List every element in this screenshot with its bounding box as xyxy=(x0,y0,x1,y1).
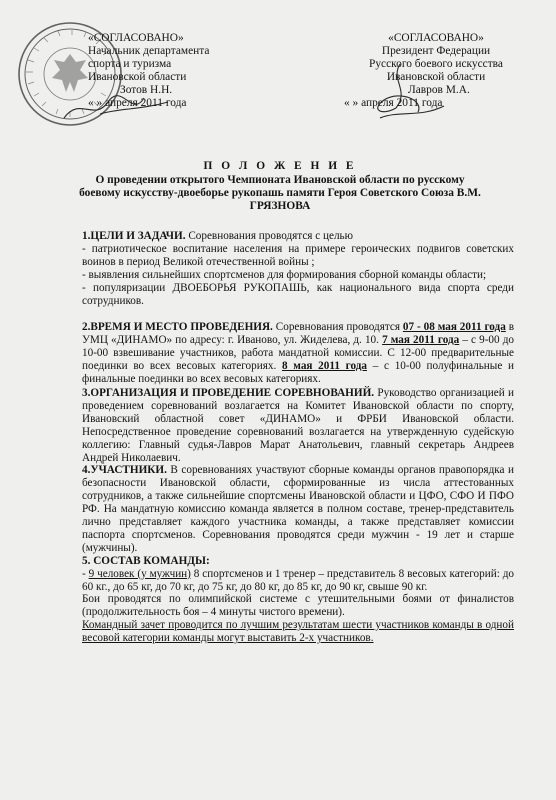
document-subtitle xyxy=(60,174,500,213)
section-heading: 2.ВРЕМЯ И МЕСТО ПРОВЕДЕНИЯ. xyxy=(82,321,273,334)
section-5-paragraph: Бои проводятся по олимпийской системе с утешительными боями от финалистов (продолжительность боя – 4 минуты чистого времени). xyxy=(82,593,514,619)
section-3 xyxy=(82,387,514,464)
approval-heading: «СОГЛАСОВАНО» xyxy=(88,32,184,44)
event-date: 7 мая 2011 года xyxy=(382,334,460,347)
section-text: - xyxy=(82,567,89,580)
document-title: П О Л О Ж Е Н И Е xyxy=(203,160,357,172)
section-text: Соревнования проводятся xyxy=(272,321,403,334)
approval-signer: Лавров М.А. xyxy=(408,84,470,96)
section-1 xyxy=(82,230,514,243)
section-text: Соревнования проводятся с целью xyxy=(185,230,353,242)
event-date: 8 мая 2011 года xyxy=(281,360,367,373)
approval-position: Ивановской области xyxy=(88,71,187,83)
section-text: в УМЦ «ДИНАМО» по адресу: г. Иваново, ул. Жиделева, д. 10. xyxy=(82,321,514,347)
subtitle-line: боевому искусству-двоеборье рукопашь памяти Героя Советского Союза В.М. xyxy=(79,187,481,199)
approval-heading: «СОГЛАСОВАНО» xyxy=(388,32,484,44)
section-heading: 4.УЧАСТНИКИ. xyxy=(82,464,167,477)
section-text: 8 спортсменов и 1 тренер – представитель 8 весовых категорий: до 60 кг., до 65 кг, до 70 кг, до 75 кг, до 80 кг, до 85 кг, до 90 кг, свыше 90 кг. xyxy=(82,567,514,593)
approval-block-right xyxy=(336,32,536,110)
approval-position: Русского боевого искусства xyxy=(369,58,503,70)
subtitle-line: ГРЯЗНОВА xyxy=(249,200,311,212)
section-5 xyxy=(82,568,514,594)
approval-position: Ивановской области xyxy=(386,71,486,83)
subtitle-line: О проведении открытого Чемпионата Ивановской области по русскому xyxy=(95,174,465,186)
approval-position: Начальник департамента xyxy=(88,45,210,57)
team-size: 9 человек (у мужчин) xyxy=(88,567,191,580)
approval-block-left xyxy=(88,32,268,110)
section-1-item: - патриотическое воспитание населения на примере героических подвигов советских воинов в период Великой отечественной войны ; xyxy=(82,242,514,268)
document-body xyxy=(82,230,514,645)
event-dates: 07 - 08 мая 2011 года xyxy=(402,321,506,334)
section-text: – с 10-00 полуфинальные и финальные поединки во всех весовых категориях. xyxy=(82,360,514,386)
section-heading: 5. СОСТАВ КОМАНДЫ: xyxy=(82,554,210,567)
section-1-item: - популяризации ДВОЕБОРЬЯ РУКОПАШЬ, как национального вида спорта среди сотрудников. xyxy=(82,281,514,307)
section-1-item: - выявления сильнейших спортсменов для формирования сборной команды области; xyxy=(82,268,487,281)
approval-position: спорта и туризма xyxy=(88,58,172,70)
section-text: Руководство организацией и проведением соревнований возлагается на Комитет Ивановской области по спорту, Ивановский областной совет «ДИНАМО» и ФРБИ Ивановской области. Непосредственное проведение соревнований возлагается на утвержденную судейскую коллегию: Главный судья-Лавров Марат Анатольевич, главный секретарь Андреев Андрей Николаевич. xyxy=(82,386,514,464)
section-2 xyxy=(82,321,514,386)
section-text: – с 9-00 до 10-00 взвешивание участников, работа мандатной комиссии. С 12-00 предварительные поединки во всех весовых категориях. xyxy=(82,334,515,373)
approval-signer: Зотов Н.Н. xyxy=(120,84,173,96)
section-5-paragraph: Командный зачет проводится по лучшим результатам шести участников команды в одной весовой категории команды могут выставить 2-х участников. xyxy=(82,619,514,645)
approval-date: « » апреля 2011 года xyxy=(88,97,187,109)
section-heading: 1.ЦЕЛИ И ЗАДАЧИ. xyxy=(82,230,186,242)
approval-date: « » апреля 2011 года xyxy=(344,97,443,109)
approval-position: Президент Федерации xyxy=(381,45,491,57)
section-4 xyxy=(82,464,514,554)
section-text: В соревнованиях участвуют сборные команды органов правопорядка и безопасности Ивановской области, сформированные из числа аттестованных сотрудников, а также сильнейшие спортсмены Ивановской области и ЦФО, СФО И ПФО РФ. На мандатную комиссию команда является в полном составе, тренер-представитель лично представляет каждого участника команды, а также представляет комиссии паспорта спортсменов. Соревнования проводятся среди мужчин - 19 лет и старше (мужчины). xyxy=(82,464,514,554)
section-heading: 3.ОРГАНИЗАЦИЯ И ПРОВЕДЕНИЕ СОРЕВНОВАНИЙ. xyxy=(82,386,375,399)
